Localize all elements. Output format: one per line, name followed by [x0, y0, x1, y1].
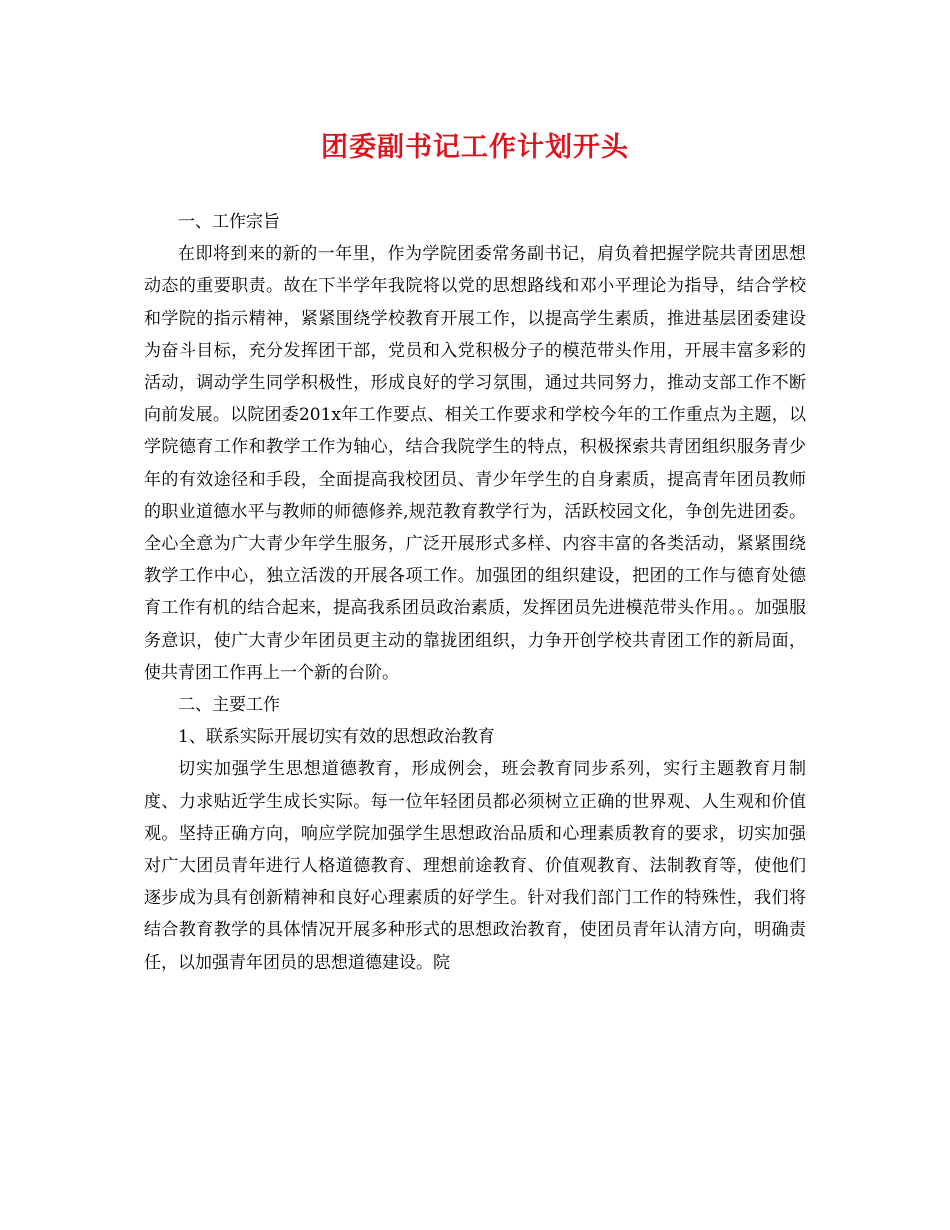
paragraph-political-education: 切实加强学生思想道德教育，形成例会，班会教育同步系列，实行主题教育月制度、力求贴近学生成长实际。每一位年轻团员都必须树立正确的世界观、人生观和价值观。坚持正确方向，响应学院加强学生思想政治品质和心理素质教育的要求，切实加强对广大团员青年进行人格道德教育、理想前途教育、价值观教育、法制教育等，使他们逐步成为具有创新精神和良好心理素质的好学生。针对我们部门工作的特殊性，我们将结合教育教学的具体情况开展多种形式的思想政治教育，使团员青年认清方向，明确责任，以加强青年团员的思想道德建设。院	[144, 759, 806, 973]
document-title: 团委副书记工作计划开头	[321, 132, 629, 163]
document-body	[144, 206, 806, 979]
paragraph-purpose: 在即将到来的新的一年里，作为学院团委常务副书记，肩负着把握学院共青团思想动态的重要职责。故在下半学年我院将以党的思想路线和邓小平理论为指导，结合学校和学院的指示精神，紧紧围绕学校教育开展工作，以提高学生素质，推进基层团委建设为奋斗目标，充分发挥团干部，党员和入党积极分子的模范带头作用，开展丰富多彩的活动，调动学生同学积极性，形成良好的学习氛围，通过共同努力，推动支部工作不断向前发展。以院团委201x年工作要点、相关工作要求和学校今年的工作重点为主题，以学院德育工作和教学工作为轴心，结合我院学生的特点，积极探索共青团组织服务青少年的有效途径和手段，全面提高我校团员、青少年学生的自身素质，提高青年团员教师的职业道德水平与教师的师德修养,规范教育教学行为，活跃校园文化，争创先进团委。全心全意为广大青少年学生服务，广泛开展形式多样、内容丰富的各类活动，紧紧围绕教学工作中心，独立活泼的开展各项工作。加强团的组织建设，把团的工作与德育处德育工作有机的结合起来，提高我系团员政治素质，发挥团员先进模范带头作用。。加强服务意识，使广大青少年团员更主动的靠拢团组织，力争开创学校共青团工作的新局面，使共青团工作再上一个新的台阶。	[144, 244, 806, 683]
section-heading-purpose: 一、工作宗旨	[178, 212, 280, 232]
section-heading-main-work: 二、主要工作	[178, 695, 280, 716]
subheading-political-education: 1、联系实际开展切实有效的思想政治教育	[178, 727, 495, 748]
